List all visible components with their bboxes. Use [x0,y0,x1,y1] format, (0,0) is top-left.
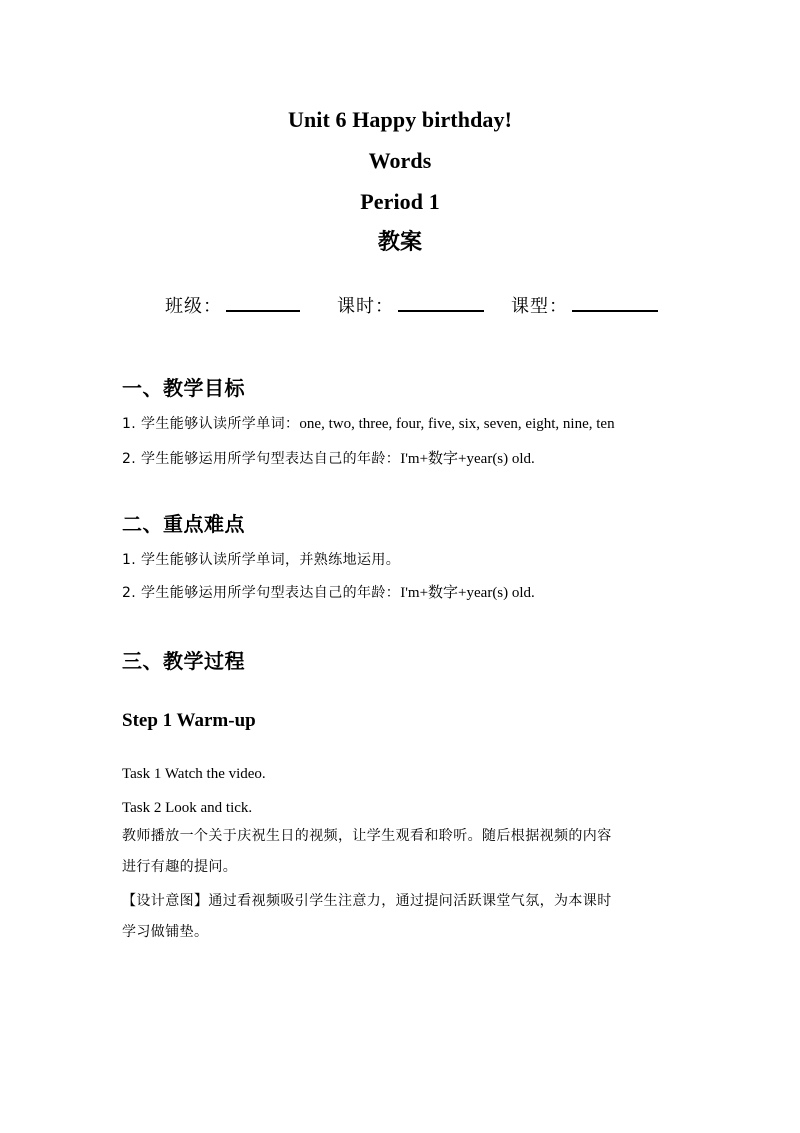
class-label: 班级： [165,296,222,317]
teacher-activity-line-1: 教师播放一个关于庆祝生日的视频，让学生观看和聆听。随后根据视频的内容 [122,828,612,844]
goal-item-1-words: one, two, three, four, five, six, seven, eight, nine, ten [299,416,615,432]
goal-item-2-pattern: I'm+数字+year(s) old. [400,451,535,467]
period-field [337,292,484,318]
document-title-unit: Unit 6 Happy birthday! [287,107,513,132]
document-title-words: Words [368,148,432,173]
goal-item-2-prefix: 2. 学生能够运用所学句型表达自己的年龄： [122,451,401,467]
section-title-goals: 一、教学目标 [122,376,245,400]
goal-item-1-prefix: 1. 学生能够认读所学单词： [122,416,300,432]
design-intent-line-1: 【设计意图】通过看视频吸引学生注意力，通过提问活跃课堂气氛，为本课时 [122,893,612,909]
section-title-keypoints: 二、重点难点 [122,512,245,536]
section-title-process: 三、教学过程 [122,649,245,673]
lesson-meta-row [165,292,685,322]
document-title-lesson-plan: 教案 [377,230,423,255]
class-blank-line [226,292,300,312]
period-label: 课时： [337,296,394,317]
task-1-text: Task 1 Watch the video. [122,766,266,782]
keypoint-item-1: 1. 学生能够认读所学单词，并熟练地运用。 [122,552,401,568]
keypoint-item-2-prefix: 2. 学生能够运用所学句型表达自己的年龄： [122,585,401,601]
keypoint-item-2-pattern: I'm+数字+year(s) old. [400,585,535,601]
design-intent-line-2: 学习做铺垫。 [122,924,209,940]
step-1-title: Step 1 Warm-up [122,710,256,731]
type-field [511,292,658,318]
class-field [165,292,300,318]
period-blank-line [398,292,484,312]
document-title-period: Period 1 [360,189,440,214]
goal-item-1 [122,417,682,432]
goal-item-2 [122,452,682,467]
keypoint-item-2 [122,586,682,601]
type-blank-line [572,292,658,312]
type-label: 课型： [511,296,568,317]
teacher-activity-line-2: 进行有趣的提问。 [122,859,238,875]
task-2-text: Task 2 Look and tick. [122,800,253,816]
